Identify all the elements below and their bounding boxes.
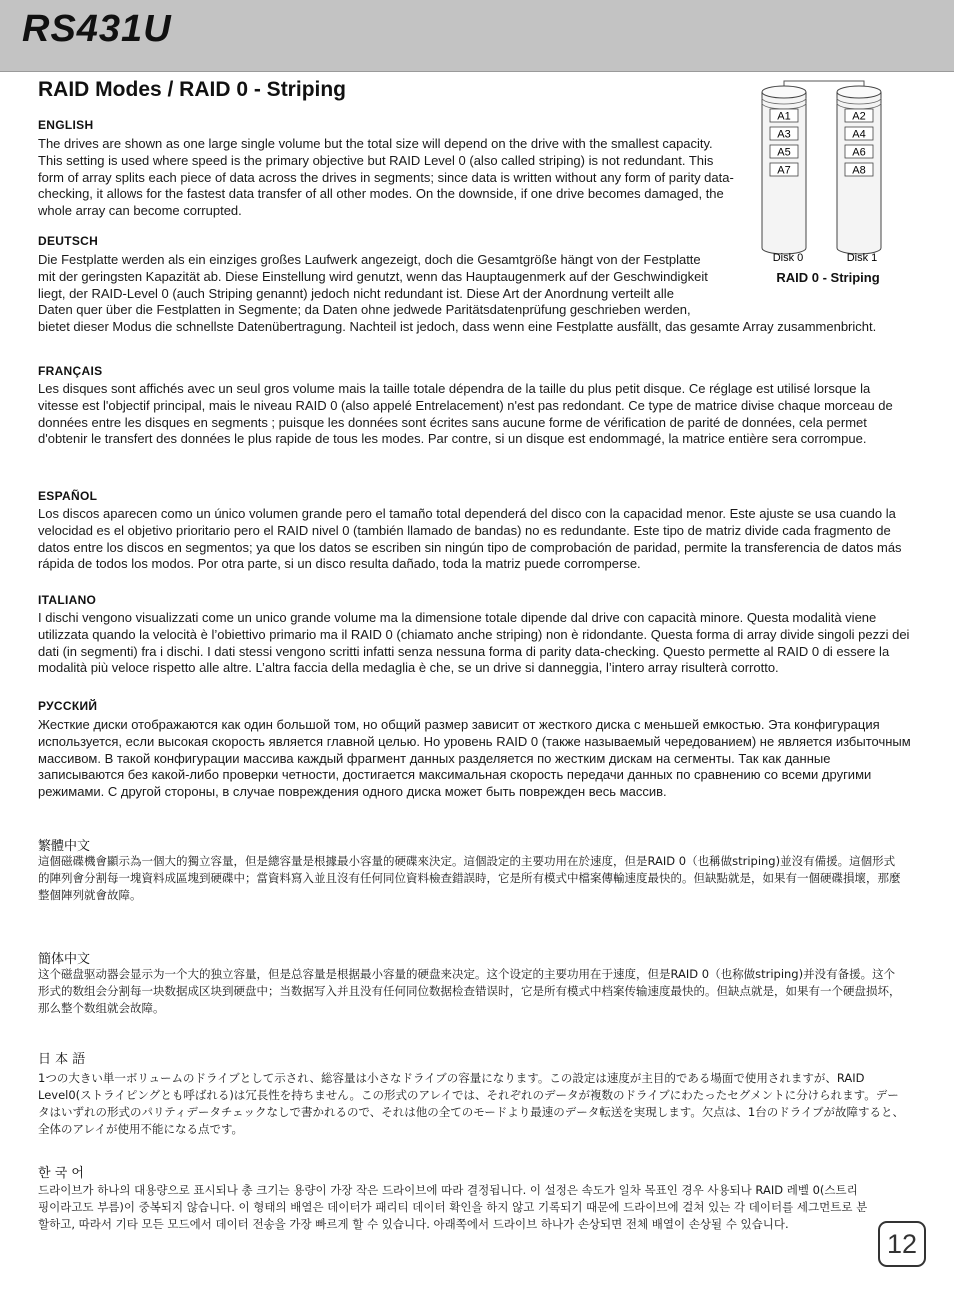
block-label: A7 [777,164,791,177]
disk0-label: Disk 0 [772,252,804,264]
body-espanol: Los discos aparecen como un único volumen grande pero el tamaño total dependerá del disco con la capacidad menor. Este ajuste se usa cuando la velocidad es el objetivo prioritario pero el RAID nivel 0 (también llamado de bandas) no es redundante. Este tipo de matriz divide cada fragmento de datos entre los discos en segmentos; ya que los datos se escriben sin ningún tipo de comprobación de paridad, permite la transferencia de datos más rápida de todos los modos. Por otra parte, si un disco resulta dañado, toda la matriz puede corromperse. [38,506,902,572]
heading-traditional-chinese: 繁體中文 [38,839,91,854]
body-english: The drives are shown as one large single volume but the total size will depend on the drive with the smallest capacity. This setting is used where speed is the primary objective but RAID Level 0 (also called striping) is not redundant. This form of array splits each piece of data across the drives in segments; since data is written without any form of parity data-checking, it allows for the fastest data transfer of all other modes. On the downside, if one drive becomes damaged, the whole array can become corrupted. [38,136,734,219]
heading-francais: FRANÇAIS [38,364,103,378]
block-label: A3 [777,128,791,141]
block-label: A2 [852,110,866,123]
heading-italiano: ITALIANO [38,593,97,607]
block-label: A6 [852,146,866,159]
figure-caption: RAID 0 - Striping [776,270,880,285]
body-simplified-chinese: 这个磁盘驱动器会显示为一个大的独立容量，但是总容量是根据最小容量的硬盘来决定。这个设定的主要功用在于速度，但是RAID 0（也称做striping)并没有备援。这个形式的数组会分割每一块数据成区块到硬盘中；当数据写入并且没有任何同位数据检查错误时，它是所有模式中档案传输速度最快的。但缺点就是，如果有一个硬盘损坏，那么整个数组就会故障。 [38,967,901,1015]
heading-espanol: ESPAÑOL [38,489,98,503]
heading-simplified-chinese: 簡体中文 [38,952,91,967]
figure-spacer [708,252,908,306]
body-deutsch: Die Festplatte werden als ein einziges großes Laufwerk angezeigt, doch die Gesamtgröße hängt von der Festplatte mit der geringsten Kapazität ab. Diese Einstellung wird genutzt, wenn das Hauptaugenmerk auf der Geschwindigkeit liegt, der RAID-Level 0 (auch Striping genannt) jedoch nicht redundant ist. Diese Art der Anordnung verteilt alle Daten quer über die Festplatten in Segmente; da Daten ohne jedwede Paritätsdatenprüfung geschrieben werden, bietet dieser Modus die schnellste Datenübertragung. Nachteil ist jedoch, dass wenn eine Festplatte ausfällt, das gesamte Array zusammenbricht. [38,252,877,335]
header-band [0,0,954,72]
body-japanese: 1つの大きい単一ボリュームのドライブとして示され、総容量は小さなドライブの容量になります。この設定は速度が主目的である場面で使用されますが、RAID Level0(ストライピングとも呼ばれる)は冗長性を持ちません。この形式のアレイでは、それぞれのデータが複数のドライブにわたったセグメントに分けられます。データはいずれの形式のパリティデータチェックなしで書かれるので、それは他の全てのモードより最速のデータ転送を実現します。欠点は、1台のドライブが故障すると、全体のアレイが使用不能になる点です。 [38,1071,905,1136]
block-label: A5 [777,146,791,159]
heading-russian: РУССКИЙ [38,699,98,713]
heading-korean: 한 국 어 [38,1166,84,1181]
block-label: A8 [852,164,866,177]
heading-deutsch: DEUTSCH [38,234,99,248]
model-name: RS431U [22,8,172,50]
body-russian: Жесткие диски отображаются как один большой том, но общий размер зависит от жесткого диска с меньшей емкостью. Эта конфигурация используется, если высокая скорость является главной целью. Но уровень RAID 0 (также называемый чередованием) не является избыточным массивом. В такой конфигурации массива каждый фрагмент данных разделяется по жестким дискам на сегменты. Так как данные записываются без какой-либо проверки четности, достигается максимальная скорость передачи данных по сравнению со всеми другими режимами. С другой стороны, в случае повреждения одного диска может быть поврежден весь массив. [38,717,911,800]
heading-japanese: 日 本 語 [38,1052,86,1067]
body-francais: Les disques sont affichés avec un seul gros volume mais la taille totale dépendra de la taille du plus petit disque. Ce réglage est utilisé lorsque la vitesse est l'objectif principal, mais le niveau RAID 0 (also appelé Entrelacement) n'est pas redondant. Ce type de matrice divise chaque morceau de données entre les disques en segments ; puisque les données sont écrites sans aucune forme de vérification de parité de données, cela permet d'obtenir le transfert des données le plus rapide de tous les modes. Par contre, si un disque est endommagé, la matrice entière sera corrompue. [38,381,893,447]
disk1-label: Disk 1 [846,252,878,264]
block-label: A4 [852,128,866,141]
heading-english: ENGLISH [38,118,94,132]
disk-illustration [756,76,906,268]
page-number: 12 [878,1221,926,1267]
page-title: RAID Modes / RAID 0 - Striping [38,78,347,101]
block-label: A1 [777,110,791,123]
body-deutsch-wrap [38,252,908,336]
body-traditional-chinese: 這個磁碟機會顯示為一個大的獨立容量，但是總容量是根據最小容量的硬碟來決定。這個設定的主要功用在於速度，但是RAID 0（也稱做striping)並沒有備援。這個形式的陣列會分割每一塊資料成區塊到硬碟中；當資料寫入並且沒有任何同位資料檢查錯誤時，它是所有模式中檔案傳輸速度最快的。但缺點就是，如果有一個硬碟損壞，那麼整個陣列就會故障。 [38,854,901,902]
body-korean: 드라이브가 하나의 대용량으로 표시되나 총 크기는 용량이 가장 작은 드라이브에 따라 결정됩니다. 이 설정은 속도가 일차 목표인 경우 사용되나 RAID 레벨 0(스트리핑이라고도 부름)이 중복되지 않습니다. 이 형태의 배열은 데이터가 패리티 데이터 확인을 하지 않고 기록되기 때문에 드라이브에 걸쳐 있는 각 데이터를 세그먼트로 분할하고, 따라서 기타 모든 모드에서 데이터 전송을 가장 빠르게 할 수 있습니다. 아래쪽에서 드라이브 하나가 손상되면 전체 배열이 손상될 수 있습니다. [38,1183,868,1231]
body-italiano: I dischi vengono visualizzati come un unico grande volume ma la dimensione totale dipende dal drive con capacità minore. Questa modalità viene utilizzata quando la velocità è l’obiettivo primario ma il RAID 0 (chiamato anche striping) non è ridondante. Questa forma di array divide singoli pezzi dei dati (in segmenti) fra i dischi. I dati stessi vengono scritti infatti senza nessuna forma di parity data-checking. Questo permette al RAID 0 di essere la modalità più veloce rispetto alle altre. L’altra faccia della medaglia è che, se un drive si danneggia, l’intero array risulterà corrotto. [38,610,910,676]
